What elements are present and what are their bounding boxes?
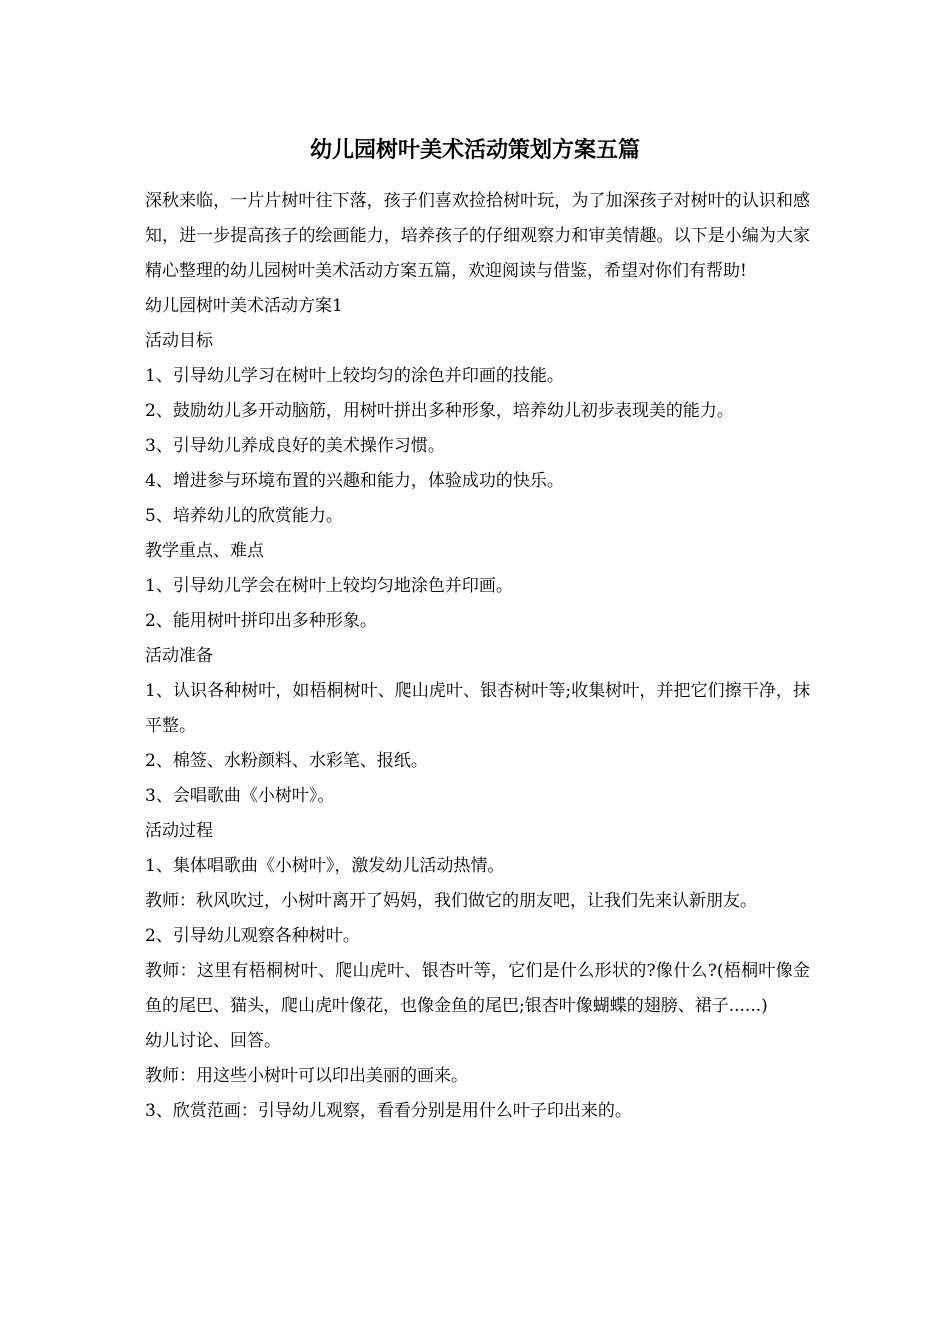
document-body <box>145 184 810 1129</box>
body-paragraph: 教师：这里有梧桐树叶、爬山虎叶、银杏叶等，它们是什么形状的?像什么?(梧桐叶像金鱼的尾巴、猫头，爬山虎叶像花，也像金鱼的尾巴;银杏叶像蝴蝶的翅膀、裙子......) <box>145 961 810 1016</box>
body-paragraph: 幼儿讨论、回答。 <box>145 1031 281 1051</box>
list-item: 5、培养幼儿的欣赏能力。 <box>145 506 343 526</box>
body-paragraph: 教师：秋风吹过，小树叶离开了妈妈，我们做它的朋友吧，让我们先来认新朋友。 <box>145 891 757 911</box>
list-item: 2、引导幼儿观察各种树叶。 <box>145 926 360 946</box>
list-item: 3、引导幼儿养成良好的美术操作习惯。 <box>145 436 445 456</box>
list-item: 4、增进参与环境布置的兴趣和能力，体验成功的快乐。 <box>145 471 564 491</box>
list-item: 3、欣赏范画：引导幼儿观察，看看分别是用什么叶子印出来的。 <box>145 1101 632 1121</box>
subsection-heading: 活动过程 <box>145 821 213 841</box>
list-item: 2、鼓励幼儿多开动脑筋，用树叶拼出多种形象，培养幼儿初步表现美的能力。 <box>145 401 734 421</box>
intro-paragraph: 深秋来临，一片片树叶往下落，孩子们喜欢捡拾树叶玩，为了加深孩子对树叶的认识和感知，进一步提高孩子的绘画能力，培养孩子的仔细观察力和审美情趣。以下是小编为大家精心整理的幼儿园树叶美术活动方案五篇，欢迎阅读与借鉴，希望对你们有帮助! <box>145 191 810 281</box>
body-paragraph: 教师：用这些小树叶可以印出美丽的画来。 <box>145 1066 468 1086</box>
list-item: 1、集体唱歌曲《小树叶》，激发幼儿活动热情。 <box>145 856 505 876</box>
document-title: 幼儿园树叶美术活动策划方案五篇 <box>309 137 640 163</box>
subsection-heading: 活动目标 <box>145 331 213 351</box>
list-item: 1、认识各种树叶，如梧桐树叶、爬山虎叶、银杏树叶等;收集树叶，并把它们擦干净，抹平整。 <box>145 681 810 736</box>
list-item: 2、能用树叶拼印出多种形象。 <box>145 611 377 631</box>
list-item: 1、引导幼儿学会在树叶上较均匀地涂色并印画。 <box>145 576 513 596</box>
list-item: 2、棉签、水粉颜料、水彩笔、报纸。 <box>145 751 428 771</box>
section-heading: 幼儿园树叶美术活动方案1 <box>145 296 343 316</box>
subsection-heading: 活动准备 <box>145 646 213 666</box>
list-item: 1、引导幼儿学习在树叶上较均匀的涂色并印画的技能。 <box>145 366 564 386</box>
subsection-heading: 教学重点、难点 <box>145 541 264 561</box>
list-item: 3、会唱歌曲《小树叶》。 <box>145 786 335 806</box>
